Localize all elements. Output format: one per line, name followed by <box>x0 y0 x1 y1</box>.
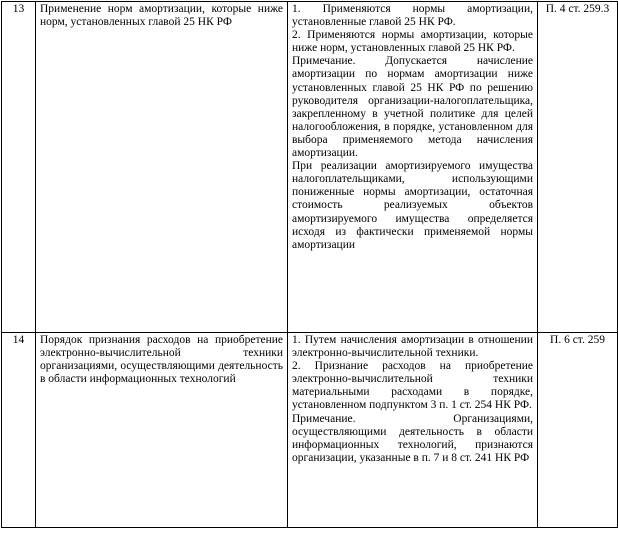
row-number: 14 <box>2 333 36 528</box>
table-row <box>2 2 618 333</box>
policy-option: 2. Применяются нормы амортизации, которые ниже норм, установленных главой 25 НК РФ. <box>292 29 533 55</box>
policy-option: 2. Признание расходов на приобретение электронно-вычислительной техники материальными расходами в порядке, установленном подпунктом 3 п. 1 ст. 254 НК РФ. <box>292 360 533 412</box>
policy-options <box>288 2 538 333</box>
accounting-policy-table <box>1 1 618 528</box>
law-reference: П. 4 ст. 259.3 <box>538 2 618 333</box>
policy-item: Порядок признания расходов на приобретение электронно-вычислительной техники организациями, осуществляющими деятельность в области информационных технологий <box>36 333 288 528</box>
law-reference: П. 6 ст. 259 <box>538 333 618 528</box>
row-number: 13 <box>2 2 36 333</box>
policy-option: 1. Применяются нормы амортизации, установленные главой 25 НК РФ. <box>292 3 533 29</box>
policy-option: 1. Путем начисления амортизации в отношении электронно-вычислительной техники. <box>292 334 533 360</box>
policy-item: Применение норм амортизации, которые ниже норм, установленных главой 25 НК РФ <box>36 2 288 333</box>
policy-note: Примечание. Организациями, осуществляющими деятельность в области информационных технологий, признаются организации, указанные в п. 7 и 8 ст. 241 НК РФ <box>292 412 533 464</box>
policy-options <box>288 333 538 528</box>
table-row <box>2 333 618 528</box>
policy-note: При реализации амортизируемого имущества налогоплательщиками, использующими пониженные нормы амортизации, остаточная стоимость реализуемых объектов амортизируемого имущества определяется исходя из фактически применяемой нормы амортизации <box>292 160 533 251</box>
policy-note: Примечание. Допускается начисление амортизации по нормам амортизации ниже установленных главой 25 НК РФ по решению руководителя организации-налогоплательщика, закрепленному в учетной политике для целей налогообложения, в порядке, установленном для выбора применяемого метода начисления амортизации. <box>292 55 533 160</box>
